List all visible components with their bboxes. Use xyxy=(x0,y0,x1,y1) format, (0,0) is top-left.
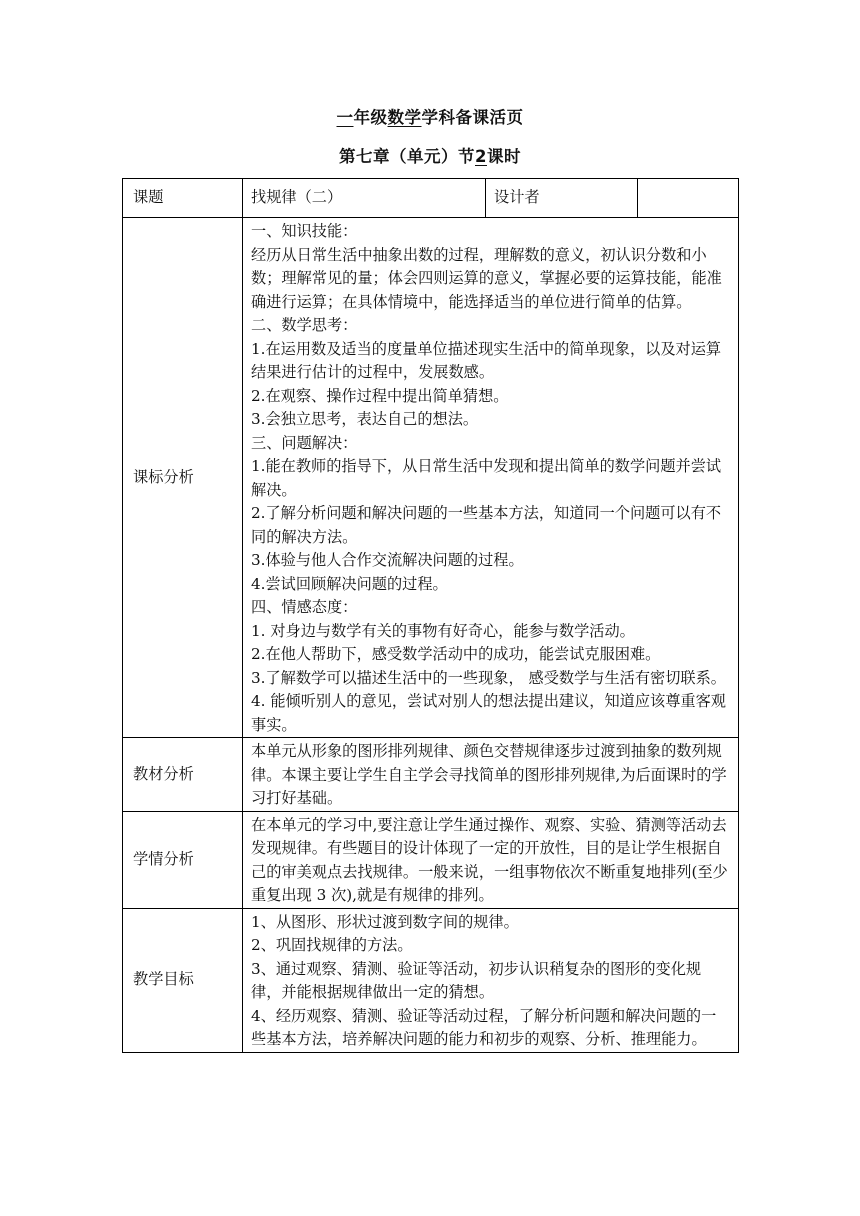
lesson-number: 2 xyxy=(475,147,487,166)
chapter-title xyxy=(0,143,860,167)
students-label: 学情分析 xyxy=(123,811,243,908)
goals-label: 教学目标 xyxy=(123,908,243,1052)
page-title-text: 学科备课活页 xyxy=(421,108,524,127)
standards-line: 3.会独立思考，表达自己的想法。 xyxy=(251,410,479,428)
standards-row xyxy=(123,218,739,738)
standards-line: 3.了解数学可以描述生活中的一些现象， 感受数学与生活有密切联系。 xyxy=(251,668,726,687)
goals-content xyxy=(243,908,739,1052)
grade-suffix: 年级 xyxy=(353,108,388,127)
standards-line: 三、问题解决： xyxy=(251,433,358,452)
designer-value xyxy=(638,179,739,218)
standards-line: 二、数学思考： xyxy=(251,316,358,334)
standards-line: 2.在观察、操作过程中提出简单猜想。 xyxy=(251,386,509,405)
goal-item: 1、从图形、形状过渡到数字间的规律。 xyxy=(251,912,519,931)
standards-line: 一、知识技能： xyxy=(251,222,358,240)
lesson-suffix: 课时 xyxy=(486,147,521,166)
standards-line: 4.尝试回顾解决问题的过程。 xyxy=(251,574,448,593)
standards-content xyxy=(243,218,739,738)
topic-label: 课题 xyxy=(123,179,243,218)
students-content: 在本单元的学习中,要注意让学生通过操作、观察、实验、猜测等活动去发现规律。有些题目的设计体现了一定的开放性，目的是让学生根据自己的审美观点去找规律。一般来说，一组事物依次不断重复地排列(至少重复出现 3 次),就是有规律的排列。 xyxy=(243,811,739,908)
standards-line: 3.体验与他人合作交流解决问题的过程。 xyxy=(251,551,524,569)
standards-line: 1. 对身边与数学有关的事物有好奇心，能参与数学活动。 xyxy=(251,621,635,640)
standards-line: 四、情感态度： xyxy=(251,598,358,616)
standards-line: 经历从日常生活中抽象出数的过程，理解数的意义，初认识分数和小数；理解常见的量；体会四则运算的意义，掌握必要的运算技能，能准确进行运算；在具体情境中，能选择适当的单位进行简单的估算。 xyxy=(251,245,722,311)
material-row xyxy=(123,738,739,812)
topic-value: 找规律（二） xyxy=(243,179,486,218)
students-row xyxy=(123,811,739,908)
topic-row xyxy=(123,179,739,218)
material-label: 教材分析 xyxy=(123,738,243,812)
lesson-plan-table xyxy=(122,178,739,1053)
goal-item: 2、巩固找规律的方法。 xyxy=(251,936,413,954)
standards-line: 4. 能倾听别人的意见，尝试对别人的想法提出建议，知道应该尊重客观事实。 xyxy=(251,692,726,734)
standards-line: 1.在运用数及适当的度量单位描述现实生活中的简单现象，以及对运算结果进行估计的过程中，发展数感。 xyxy=(251,339,722,381)
standards-line: 2.在他人帮助下，感受数学活动中的成功，能尝试克服困难。 xyxy=(251,645,661,663)
goal-item: 3、通过观察、猜测、验证等活动，初步认识稍复杂的图形的变化规律，并能根据规律做出一定的猜想。 xyxy=(251,959,702,1001)
standards-line: 2.了解分析问题和解决问题的一些基本方法，知道同一个问题可以有不同的解决方法。 xyxy=(251,504,722,546)
standards-line: 1.能在教师的指导下，从日常生活中发现和提出简单的数学问题并尝试解决。 xyxy=(251,457,722,499)
material-content: 本单元从形象的图形排列规律、颜色交替规律逐步过渡到抽象的数列规律。本课主要让学生自主学会寻找简单的图形排列规律,为后面课时的学习打好基础。 xyxy=(243,738,739,812)
chapter-text: 第七章（单元）节 xyxy=(339,147,475,166)
goal-item: 4、经历观察、猜测、验证等活动过程，了解分析问题和解决问题的一些基本方法，培养解决问题的能力和初步的观察、分析、推理能力。 xyxy=(251,1006,717,1048)
subject-value: 数学 xyxy=(387,108,422,127)
standards-label: 课标分析 xyxy=(123,218,243,738)
page-title xyxy=(0,104,860,128)
grade-value: 一 xyxy=(336,108,354,127)
designer-label: 设计者 xyxy=(486,179,638,218)
goals-row xyxy=(123,908,739,1052)
